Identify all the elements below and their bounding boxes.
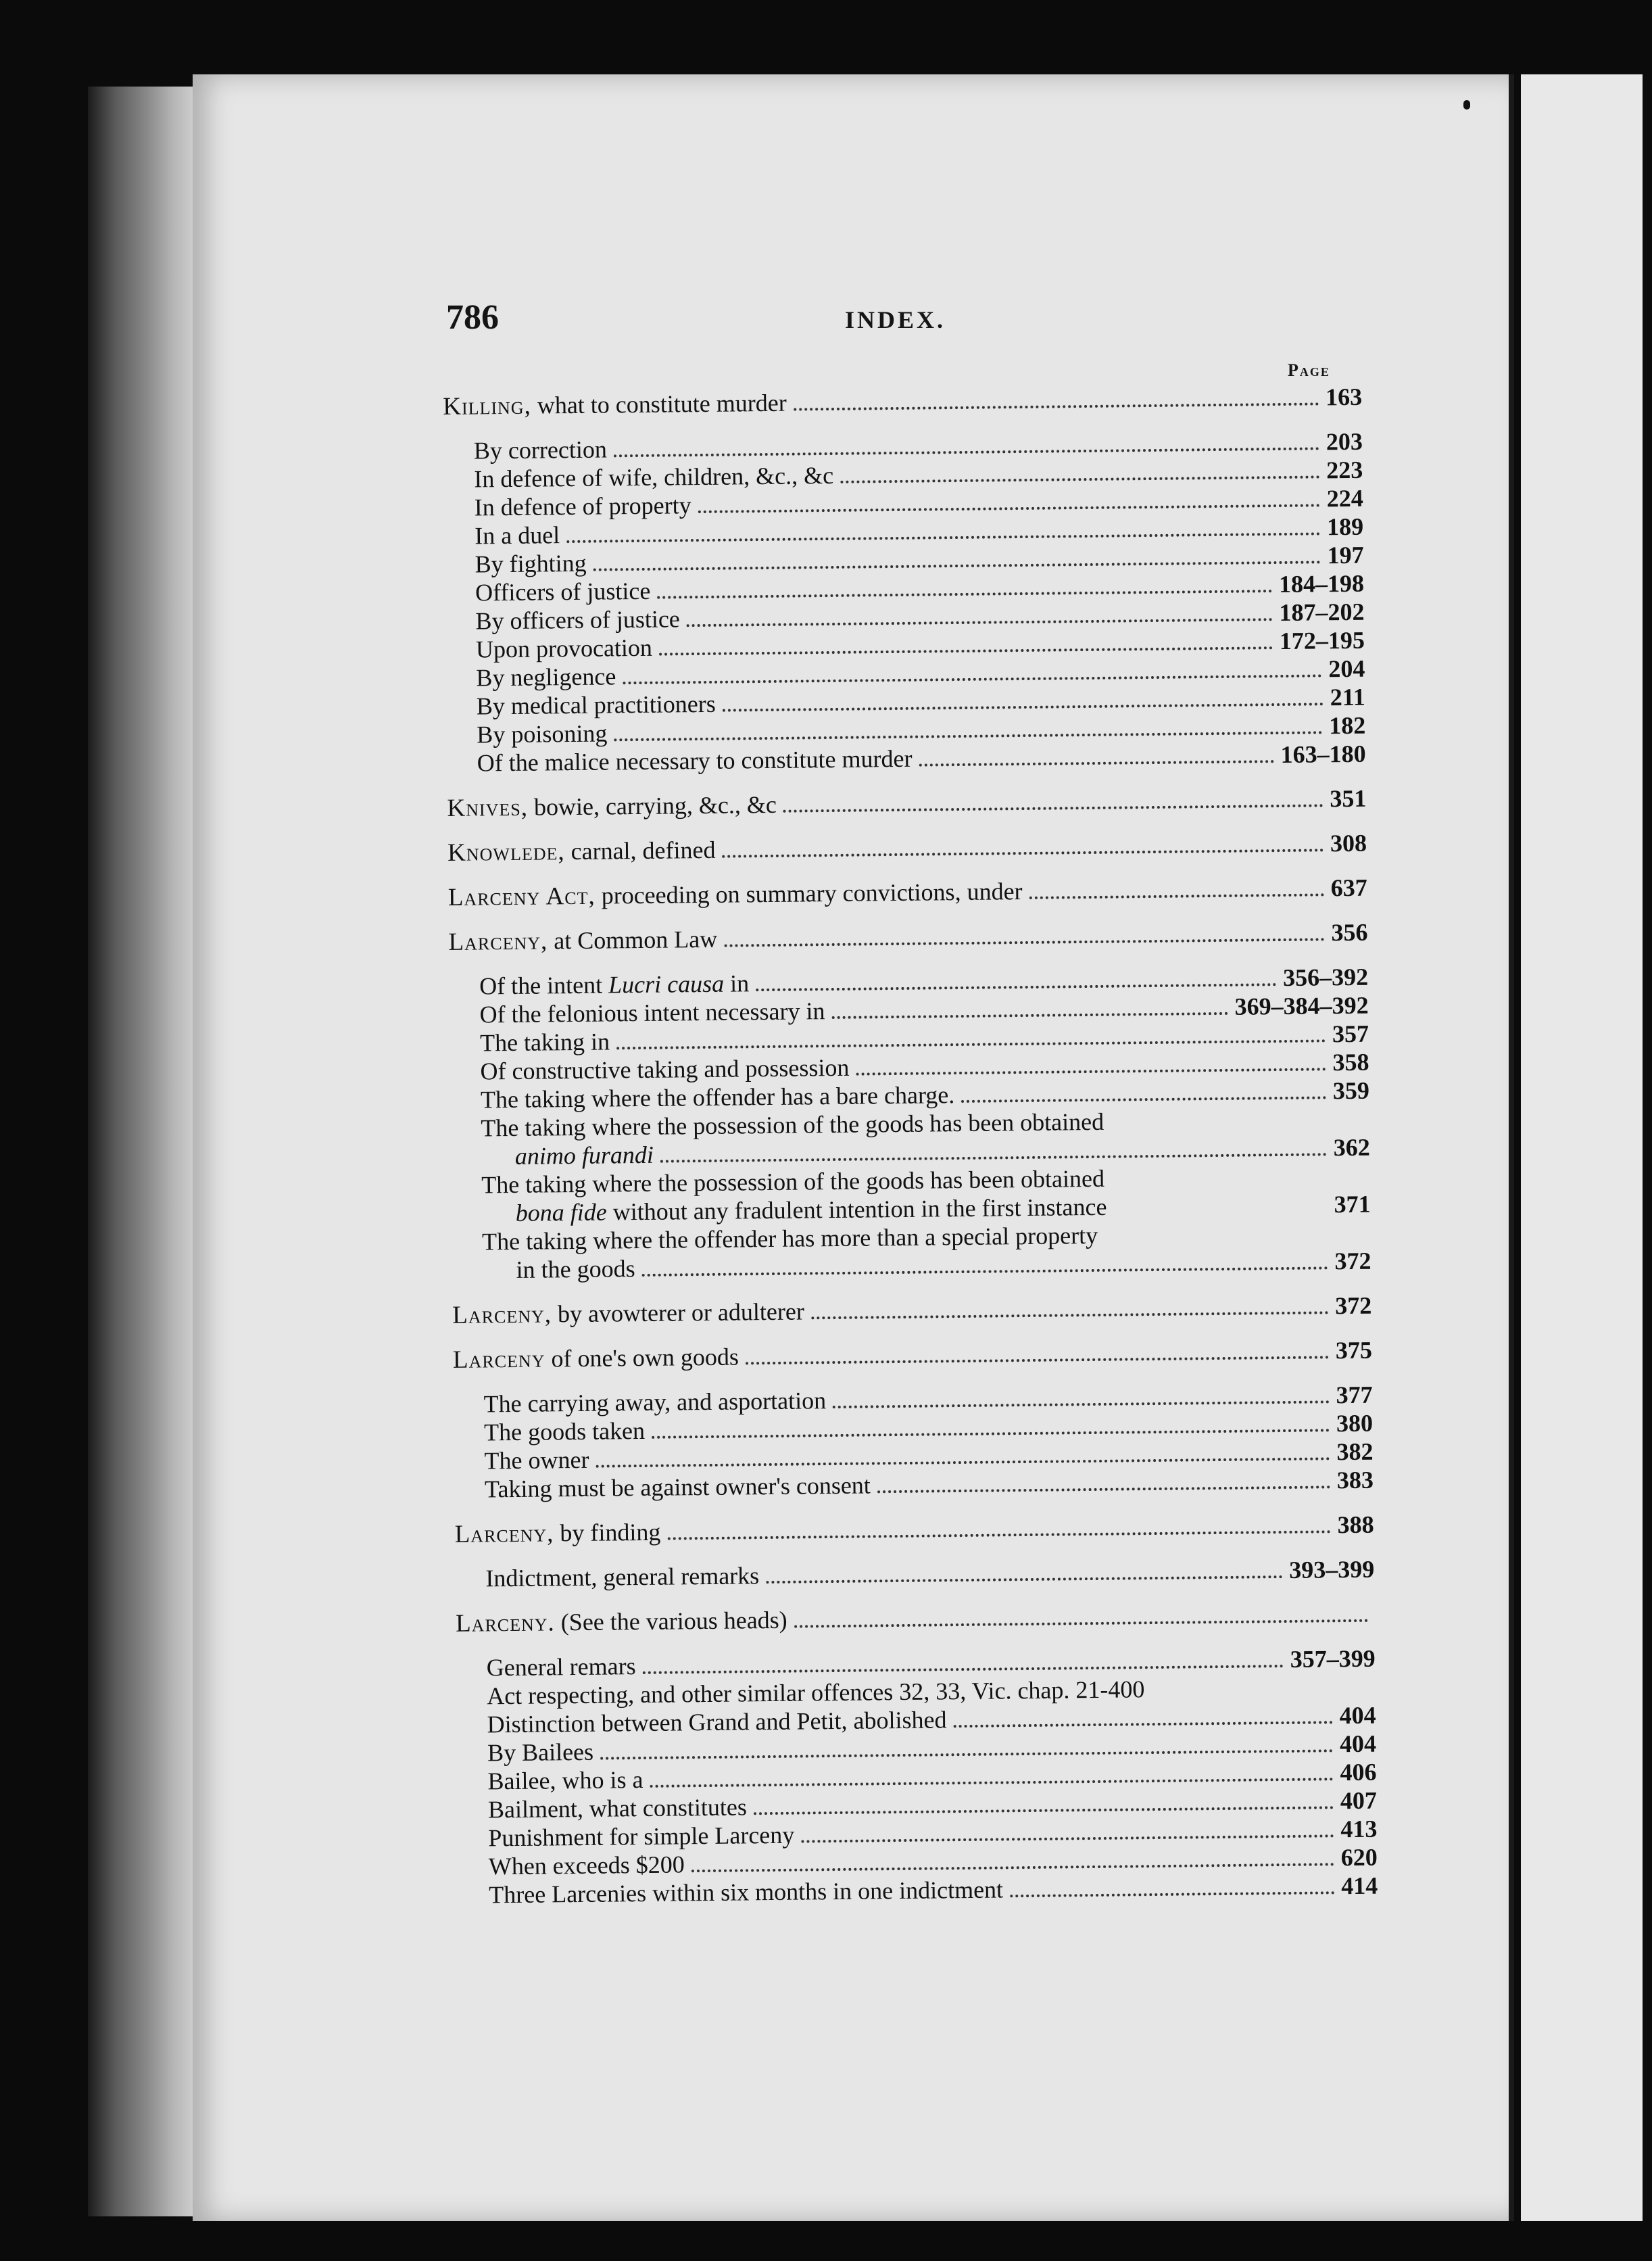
entry-heading: Larceny Act,: [447, 882, 596, 911]
entry-text: When exceeds $200: [488, 1851, 685, 1880]
entry-text: The taking in: [479, 1028, 610, 1057]
dot-leader: [1111, 1127, 1363, 1130]
page-reference: 187–202: [1279, 598, 1365, 627]
page-reference: 362: [1333, 1133, 1370, 1162]
entry-text: Three Larcenies within six months in one indictment: [489, 1876, 1004, 1909]
entry-text: In a duel: [475, 521, 560, 550]
entry-text: carnal, defined: [570, 836, 716, 865]
page-reference: 372: [1334, 1247, 1371, 1275]
page-reference: 369–384–392: [1234, 991, 1369, 1020]
dot-leader: [1104, 1241, 1364, 1243]
dot-leader: [1010, 1891, 1334, 1897]
page-reference: 377: [1336, 1381, 1373, 1409]
page-reference: 406: [1340, 1758, 1377, 1786]
entry-text: at Common Law: [554, 925, 718, 955]
index-entry: [448, 918, 1367, 956]
dot-leader: [833, 1400, 1330, 1408]
entry-text: Act respecting, and other similar offences 32, 33, Vic. chap. 21-400: [486, 1675, 1145, 1710]
index-entry: [452, 1291, 1371, 1329]
page-reference: 620: [1340, 1843, 1378, 1872]
dot-leader: [698, 504, 1320, 513]
entry-text: By negligence: [476, 663, 616, 692]
dot-leader: [724, 938, 1324, 947]
entry-text: (See the various heads): [560, 1606, 787, 1636]
dot-leader: [623, 674, 1321, 684]
entry-text: Bailee, who is a: [487, 1766, 643, 1795]
entry-text: The taking where the offender has a bare charge.: [480, 1081, 955, 1114]
page-reference: 371: [1334, 1190, 1371, 1218]
page-reference: 172–195: [1279, 626, 1365, 655]
entry-text: Of constructive taking and possession: [480, 1053, 850, 1085]
page-column-label: Page: [1288, 360, 1330, 380]
entry-text: by avowterer or adulterer: [557, 1298, 805, 1328]
dot-leader: [766, 1575, 1282, 1584]
page-reference: 382: [1336, 1437, 1374, 1466]
entry-text: by finding: [560, 1518, 661, 1547]
dot-leader: [614, 447, 1319, 457]
page-reference: 184–198: [1278, 569, 1365, 598]
dot-leader: [832, 1012, 1228, 1019]
dot-leader: [668, 1530, 1331, 1540]
dot-leader: [794, 1619, 1368, 1628]
index-entry: [447, 829, 1367, 867]
dot-leader: [756, 983, 1276, 991]
entry-text: By Bailees: [487, 1738, 594, 1767]
index-list: [443, 383, 1378, 1909]
dot-leader: [650, 1778, 1334, 1788]
entry-text: By correction: [473, 435, 608, 465]
entry-text: in the goods: [516, 1255, 635, 1283]
dot-leader: [746, 1356, 1329, 1364]
entry-heading: Larceny.: [455, 1609, 556, 1638]
entry-text: Of the malice necessary to constitute murder: [477, 744, 913, 777]
dot-leader: [614, 731, 1322, 741]
entry-latin-phrase: animo furandi: [514, 1141, 654, 1170]
entry-text: Of the intent: [479, 971, 603, 1000]
page-reference: 308: [1330, 829, 1367, 857]
entry-text: Officers of justice: [475, 577, 651, 606]
dot-leader: [657, 590, 1272, 599]
page-reference: 404: [1339, 1701, 1376, 1730]
entry-text: Punishment for simple Larceny: [488, 1821, 795, 1852]
dot-leader: [961, 1096, 1326, 1103]
entry-heading: Knives,: [447, 793, 529, 822]
dot-leader: [660, 1153, 1327, 1162]
page-reference: 383: [1336, 1466, 1374, 1494]
dot-leader: [840, 475, 1319, 483]
book-page-edges: [88, 87, 196, 2216]
dot-leader: [1152, 1695, 1369, 1697]
dot-leader: [877, 1485, 1330, 1493]
page-reference: 203: [1326, 427, 1363, 456]
entry-text: The taking where the offender has more than a special property: [481, 1221, 1098, 1256]
facing-page-edge: [1521, 74, 1643, 2221]
dot-leader: [616, 1039, 1326, 1049]
entry-text: By officers of justice: [475, 605, 681, 635]
index-subentry: [455, 1555, 1374, 1593]
dot-leader: [723, 703, 1323, 711]
dot-leader: [856, 1068, 1326, 1075]
dot-leader: [652, 1429, 1330, 1439]
entry-text: Of the felonious intent necessary in: [479, 997, 825, 1028]
index-entry: [447, 784, 1366, 822]
page-reference: 357–399: [1290, 1644, 1376, 1673]
page-reference: 375: [1335, 1336, 1373, 1364]
dot-leader: [1111, 1184, 1363, 1187]
dot-leader: [783, 804, 1323, 812]
entry-heading: Larceny,: [448, 927, 548, 956]
entry-text: The taking where the possession of the goods has been obtained: [481, 1108, 1104, 1142]
page-reference: 189: [1326, 513, 1364, 541]
page-reference: 413: [1340, 1815, 1378, 1843]
page-reference: 356–392: [1282, 963, 1369, 992]
entry-heading: Larceny: [452, 1345, 545, 1374]
index-entry: [448, 874, 1367, 911]
dot-leader: [794, 402, 1319, 410]
entry-text: By medical practitioners: [476, 690, 716, 720]
dot-leader: [600, 1749, 1333, 1759]
book-gutter: [1509, 74, 1514, 2221]
page-reference: 407: [1340, 1786, 1378, 1815]
page-reference: 372: [1335, 1291, 1372, 1320]
dot-leader: [643, 1665, 1284, 1674]
page-reference: 358: [1332, 1048, 1369, 1076]
dot-leader: [687, 618, 1273, 627]
page-reference: 380: [1336, 1409, 1374, 1437]
entry-text: The owner: [484, 1446, 589, 1475]
entry-heading: Larceny,: [452, 1300, 552, 1329]
page-reference: 163–180: [1280, 740, 1366, 769]
entry-text: without any fradulent intention in the first instance: [612, 1193, 1107, 1226]
entry-text: By fighting: [475, 549, 587, 578]
entry-heading: Larceny,: [454, 1519, 554, 1548]
entry-text: Bailment, what constitutes: [487, 1793, 748, 1824]
page-reference: 393–399: [1289, 1555, 1375, 1584]
page-reference: 637: [1330, 874, 1367, 902]
page-reference: 223: [1326, 456, 1363, 484]
page-reference: 224: [1326, 484, 1363, 513]
entry-text: what to constitute murder: [537, 389, 787, 419]
entry-text: proceeding on summary convictions, under: [601, 878, 1023, 909]
dot-leader: [642, 1266, 1328, 1277]
dot-leader: [1029, 893, 1324, 899]
page-number: 786: [446, 298, 499, 337]
running-head: INDEX.: [845, 306, 946, 333]
entry-text: The goods taken: [483, 1417, 646, 1446]
entry-text: The taking where the possession of the goods has been obtained: [481, 1164, 1105, 1199]
dot-leader: [954, 1721, 1333, 1728]
page-reference: 356: [1331, 918, 1368, 947]
entry-latin-phrase: bona fide: [515, 1198, 607, 1227]
entry-text: Indictment, general remarks: [485, 1562, 760, 1592]
entry-heading: Knowlede,: [447, 838, 565, 867]
entry-heading: Killing,: [443, 391, 532, 421]
index-entry: [456, 1600, 1375, 1638]
page-reference: 204: [1328, 654, 1365, 683]
page-reference: 404: [1339, 1730, 1377, 1758]
dot-leader: [723, 849, 1324, 857]
page-reference: 163: [1325, 383, 1363, 411]
dot-leader: [596, 1457, 1330, 1467]
page-reference: 211: [1330, 683, 1366, 711]
page-reference: 197: [1327, 541, 1364, 569]
entry-text: By poisoning: [477, 719, 608, 748]
entry-text: of one's own goods: [551, 1343, 739, 1373]
dot-leader: [919, 760, 1274, 767]
page-reference: 359: [1332, 1076, 1370, 1105]
entry-text: bowie, carrying, &c., &c: [533, 790, 777, 821]
entry-text: In defence of property: [474, 492, 691, 521]
dot-leader: [566, 532, 1320, 543]
ink-spot: [1463, 100, 1470, 110]
entry-text: Distinction between Grand and Petit, abolished: [487, 1706, 947, 1738]
entry-text: The carrying away, and asportation: [483, 1387, 827, 1418]
page-reference: 182: [1329, 711, 1366, 740]
dot-leader: [801, 1834, 1334, 1842]
page-reference: 357: [1332, 1020, 1369, 1048]
dot-leader: [593, 561, 1321, 571]
page-header: [446, 298, 1359, 338]
entry-text: Taking must be against owner's consent: [484, 1471, 871, 1503]
dot-leader: [659, 646, 1273, 656]
page-reference: 388: [1337, 1510, 1374, 1539]
entry-text-after: in: [729, 970, 750, 997]
entry-text: Upon provocation: [475, 634, 653, 663]
index-entry: [453, 1336, 1372, 1374]
dot-leader: [1114, 1212, 1328, 1214]
dot-leader: [754, 1806, 1334, 1815]
dot-leader: [811, 1311, 1328, 1319]
index-entry: [454, 1510, 1374, 1548]
page-reference: 351: [1330, 784, 1367, 813]
entry-text: In defence of wife, children, &c., &c: [474, 461, 834, 493]
entry-latin-phrase: Lucri causa: [608, 970, 725, 999]
dot-leader: [691, 1863, 1334, 1872]
page-reference: 414: [1340, 1872, 1378, 1900]
entry-text: General remars: [486, 1652, 636, 1682]
